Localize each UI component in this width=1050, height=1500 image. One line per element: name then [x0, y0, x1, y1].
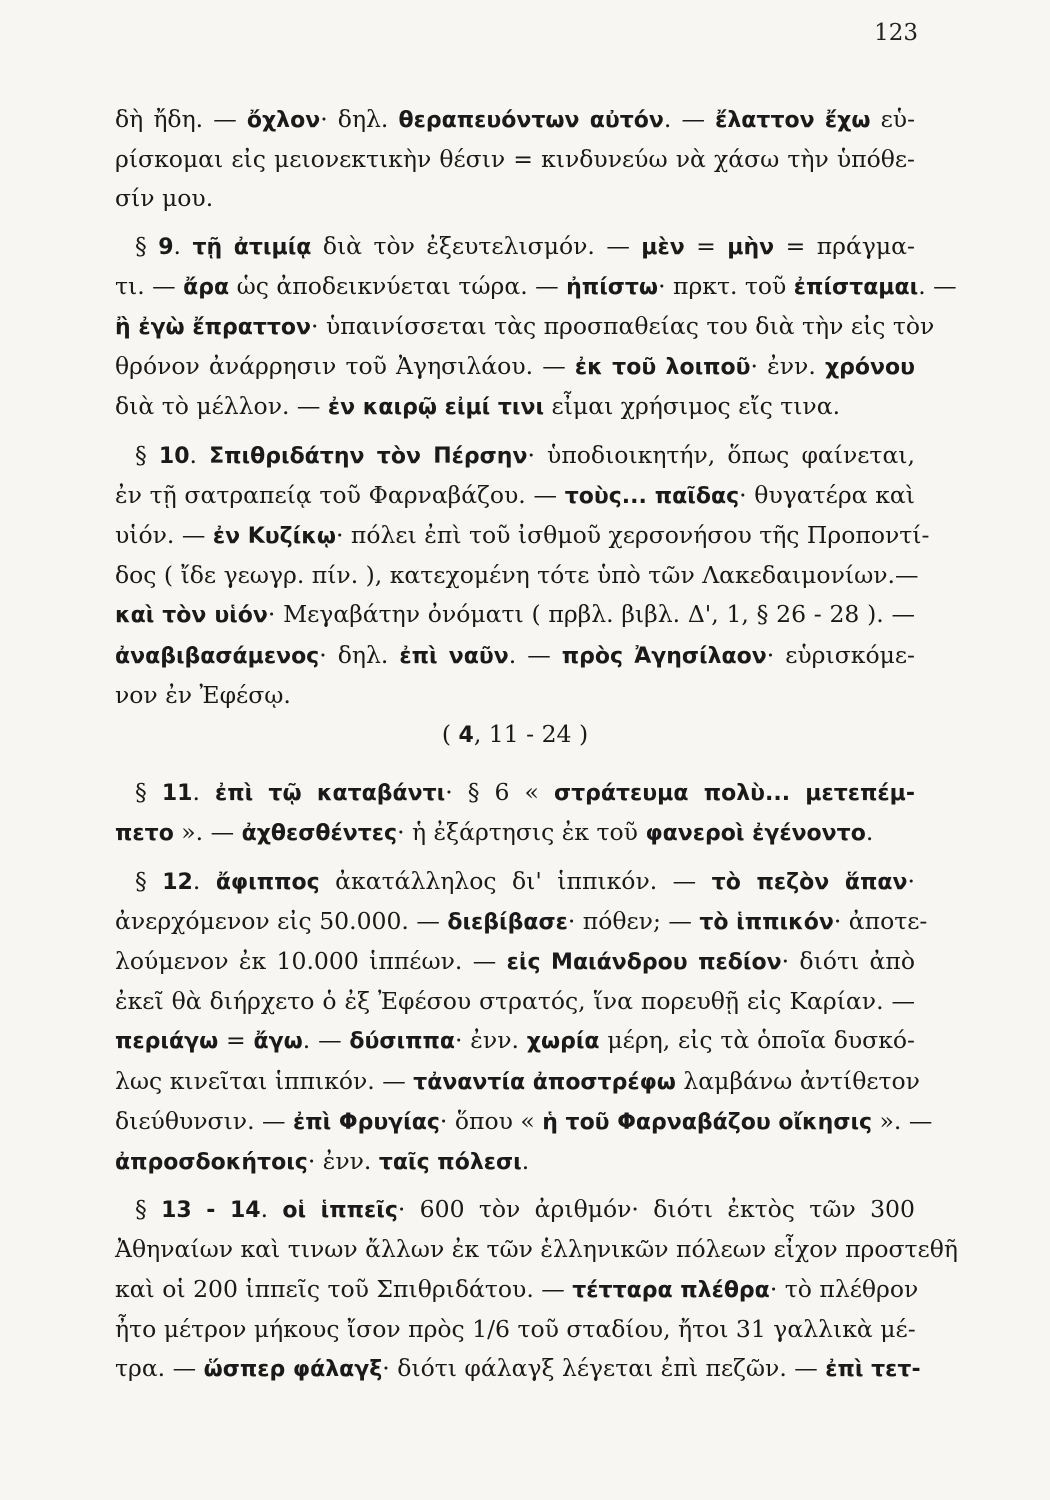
- text-line: δὴ ἤδη. — ὄχλον· δηλ. θεραπευόντων αὐτόν. — ἔλαττον ἔχω εὑ-: [115, 105, 916, 133]
- page-number: 123: [874, 20, 918, 46]
- section-9-start: § 9. τῇ ἀτιμίᾳ διὰ τὸν ἐξευτελισμόν. — μὲν = μὴν = πράγμα-: [135, 231, 915, 260]
- section-10-start: § 10. Σπιθριδάτην τὸν Πέρσην· ὑποδιοικητήν, ὅπως φαίνεται,: [135, 440, 915, 469]
- text-line: περιάγω = ἄγω. — δύσιππα· ἐνν. χωρία μέρη, εἰς τὰ ὁποῖα δυσκό-: [115, 1026, 915, 1055]
- text-line: δος ( ἴδε γεωγρ. πίν. ), κατεχομένη τότε ὑπὸ τῶν Λακεδαιμονίων.—: [115, 561, 919, 590]
- text-line: λούμενον ἐκ 10.000 ἱππέων. — εἰς Μαιάνδρου πεδίον· διότι ἀπὸ: [115, 947, 915, 976]
- section-12-start: § 12. ἄφιππος ἀκατάλληλος δι' ἱππικόν. — τὸ πεζὸν ἅπαν·: [135, 866, 915, 895]
- text-line: τρα. — ὥσπερ φάλαγξ· διότι φάλαγξ λέγεται ἐπὶ πεζῶν. — ἐπὶ τετ-: [115, 1354, 921, 1383]
- text-line: καὶ οἱ 200 ἱππεῖς τοῦ Σπιθριδάτου. — τέτταρα πλέθρα· τὸ πλέθρον: [115, 1274, 919, 1303]
- text-line: ἢ ἐγὼ ἔπραττον· ὑπαινίσσεται τὰς προσπαθείας του διὰ τὴν εἰς τὸν: [115, 312, 935, 341]
- text-line: λως κινεῖται ἱππικόν. — τἀναντία ἀποστρέφω λαμβάνω ἀντίθετον: [115, 1066, 920, 1095]
- text-line: ἦτο μέτρον μήκους ἴσον πρὸς 1/6 τοῦ σταδίου, ἤτοι 31 γαλλικὰ μέ-: [115, 1314, 916, 1343]
- text-line: ἐκεῖ θὰ διήρχετο ὁ ἐξ Ἐφέσου στρατός, ἵνα πορευθῇ εἰς Καρίαν. —: [115, 987, 915, 1016]
- text-line: ἀπροσδοκήτοις· ἐνν. ταῖς πόλεσι.: [115, 1147, 530, 1176]
- chapter-reference: ( 4, 11 - 24 ): [441, 720, 589, 749]
- text-line: πετο ». — ἀχθεσθέντες· ἡ ἐξάρτησις ἐκ τοῦ φανεροὶ ἐγένοντο.: [115, 818, 874, 847]
- section-11-start: § 11. ἐπὶ τῷ καταβάντι· § 6 « στράτευμα πολὺ... μετεπέμ-: [135, 778, 915, 807]
- commentary-text: [115, 100, 958, 1389]
- text-line: καὶ τὸν υἱόν· Μεγαβάτην ὀνόματι ( πρβλ. βιβλ. Δ', 1, § 26 - 28 ). —: [115, 600, 915, 629]
- text-line: σίν μου.: [115, 184, 214, 213]
- text-line: ἀνερχόμενον εἰς 50.000. — διεβίβασε· πόθεν; — τὸ ἱππικόν· ἀποτε-: [115, 906, 928, 935]
- section-13-14-start: § 13 - 14. οἱ ἱππεῖς· 600 τὸν ἀριθμόν· διότι ἐκτὸς τῶν 300: [135, 1195, 915, 1224]
- text-line: ρίσκομαι εἰς μειονεκτικὴν θέσιν = κινδυνεύω νὰ χάσω τὴν ὑπόθε-: [115, 145, 915, 174]
- text-line: διὰ τὸ μέλλον. — ἐν καιρῷ εἰμί τινι εἶμαι χρήσιμος εἴς τινα.: [115, 392, 841, 421]
- text-line: θρόνον ἀνάρρησιν τοῦ Ἀγησιλάου. — ἐκ τοῦ λοιποῦ· ἐνν. χρόνου: [115, 352, 915, 381]
- text-line: νον ἐν Ἐφέσῳ.: [115, 680, 291, 709]
- text-line: υἱόν. — ἐν Κυζίκῳ· πόλει ἐπὶ τοῦ ἰσθμοῦ χερσονήσου τῆς Προποντί-: [115, 521, 930, 550]
- text-line: ἀναβιβασάμενος· δηλ. ἐπὶ ναῦν. — πρὸς Ἀγησίλαον· εὑρισκόμε-: [115, 640, 915, 669]
- text-line: διεύθυνσιν. — ἐπὶ Φρυγίας· ὅπου « ἡ τοῦ Φαρναβάζου οἴκησις ». —: [115, 1106, 933, 1135]
- text-line: ἐν τῇ σατραπείᾳ τοῦ Φαρναβάζου. — τοὺς... παῖδας· θυγατέρα καὶ: [115, 480, 915, 509]
- text-line: Ἀθηναίων καὶ τινων ἄλλων ἐκ τῶν ἑλληνικῶν πόλεων εἶχον προστεθῆ: [115, 1235, 958, 1264]
- text-line: τι. — ἄρα ὡς ἀποδεικνύεται τώρα. — ἠπίστω· πρκτ. τοῦ ἐπίσταμαι. —: [115, 271, 957, 300]
